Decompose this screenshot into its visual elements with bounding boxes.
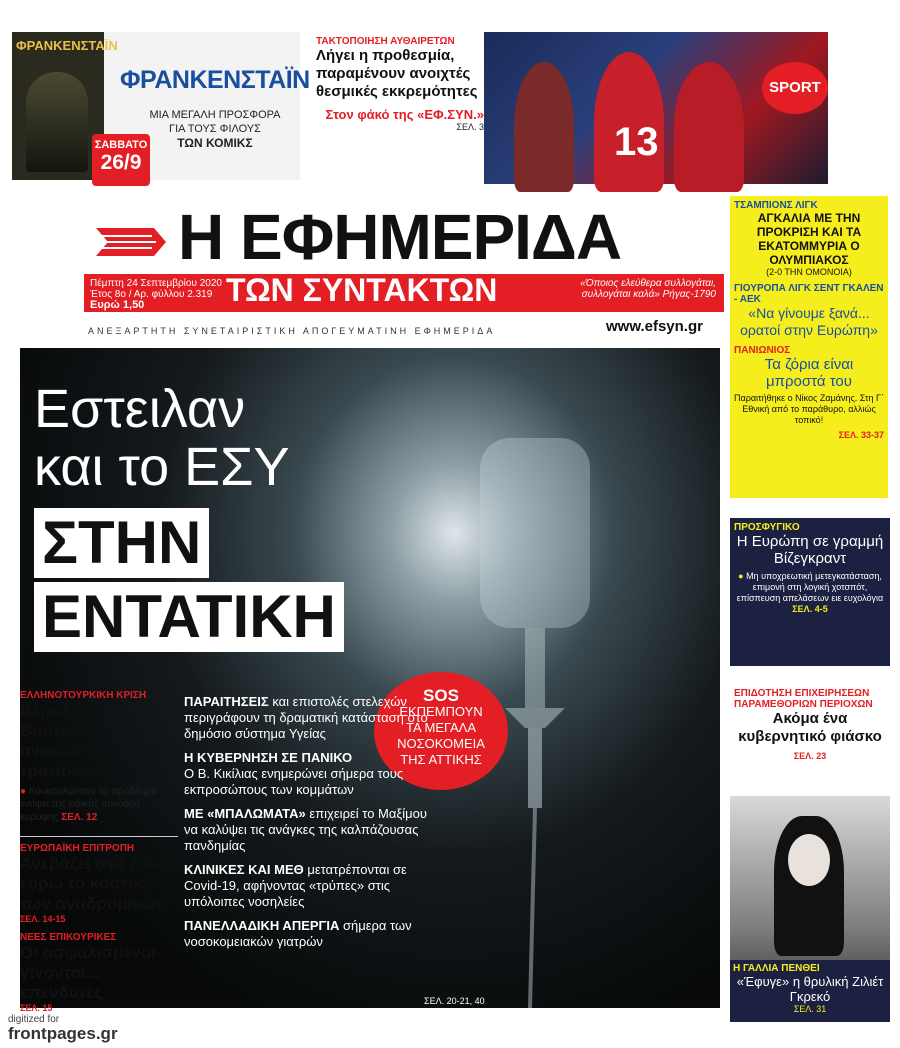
main-headline-bars [34,508,344,656]
story-point-bold: ΠΑΝΕΛΛΑΔΙΚΗ ΑΠΕΡΓΙΑ [184,918,340,933]
promo-sub-line: ΓΙΑ ΤΟΥΣ ΦΙΛΟΥΣ [169,123,261,135]
right-headline: Η Ευρώπη σε γραμμή Βίζεγκραντ [736,533,884,567]
headline-bar: ΕΝΤΑΤΙΚΗ [34,582,344,652]
story-point-text: μετατρέπονται σε Covid-19, αφήνοντας «τρύπες» στις υπόλοιπες νοσηλείες [184,862,407,909]
headline-line: Εστειλαν [34,379,246,439]
promo-date: 26/9 [100,151,142,174]
portrait-face [788,834,830,886]
right-headline: Ακόμα ένα κυβερνητικό φιάσκο [738,710,882,745]
main-headline[interactable] [34,380,290,496]
right-story-greco[interactable] [730,960,890,1022]
teaser-page: ΣΕΛ. 3 [456,122,484,132]
digitized-label: digitized for [8,1014,60,1025]
comics-promo[interactable] [12,32,310,180]
sport-score: (2-0 ΤΗΝ ΟΜΟΝΟΙΑ) [766,267,852,277]
main-story-points [184,694,444,958]
right-story-refugee[interactable] [730,518,890,666]
section-label: Η ΓΑΛΛΙΑ ΠΕΝΘΕΙ [733,963,820,974]
main-pages: ΣΕΛ. 20-21, 40 [424,996,485,1006]
pen-logo-icon [96,224,166,260]
right-headline-wrap [734,710,886,765]
newspaper-title[interactable]: Η ΕΦΗΜΕΡΙΔΑ [178,201,622,273]
sport-headline: Τα ζόρια είναι μπροστά του [764,356,854,390]
issue-number: Έτος 8ο / Αρ. φύλλου 2.319 [90,289,213,300]
watermark-site[interactable]: frontpages.gr [8,1024,118,1043]
masthead-tagline: ΑΝΕΞΑΡΤΗΤΗ ΣΥΝΕΤΑΙΡΙΣΤΙΚΗ ΑΠΟΓΕΥΜΑΤΙΝΗ ΕΦΗΜΕΡΙΔΑ [88,326,496,336]
jersey-number: 13 [614,120,659,164]
story-point [184,694,444,742]
sport-text: Παραιτήθηκε ο Νίκος Ζαμάνης. Στη Γ΄ Εθνική από το παράθυρο, αλλιώς τοπικό! [734,393,884,425]
section-label: ΠΑΝΙΩΝΙΟΣ [734,345,791,356]
player-silhouette [514,62,574,192]
right-page: ΣΕΛ. 4-5 [792,604,828,614]
masthead-quote: «Όποιος ελεύθερα συλλογάται, συλλογάται καλά» Ρήγας-1790 [580,278,716,300]
story-point [184,806,444,854]
sport-column [730,196,888,498]
teaser-reference: Στον φάκό της «ΕΦ.ΣΥΝ.» [325,107,484,122]
right-page: ΣΕΛ. 23 [793,751,827,761]
teaser-label: ΤΑΚΤΟΠΟΙΗΣΗ ΑΥΘΑΙΡΕΤΩΝ [316,36,455,47]
sos-line: ΤΗΣ ΑΤΤΙΚΗΣ [400,752,482,767]
sos-line: ΝΟΣΟΚΟΜΕΙΑ [397,736,485,751]
sport-story-3[interactable] [730,339,888,440]
sos-line: ΕΚΠΕΜΠΟΥΝ [399,704,483,719]
section-label: ΤΣΑΜΠΙΟΝΣ ΛΙΓΚ [734,200,818,211]
sport-badge: SPORT [762,62,828,114]
left-story-3[interactable] [20,932,178,1013]
story-point [184,862,444,910]
sos-title: SOS [423,686,459,705]
left-page: ΣΕΛ. 14-15 [20,914,66,924]
sport-story-1[interactable] [730,196,888,277]
left-text: ● Κουκουλώνουν το πρόβλημα ενόψει της ειδικής συνόδου κορυφής ΣΕΛ. 12 [20,786,157,823]
story-point [184,750,444,798]
story-point-bold: ΠΑΡΑΙΤΗΣΕΙΣ [184,694,269,709]
sport-headline: «Να γίνουμε ξανά... ορατοί στην Ευρώπη» [740,305,878,338]
top-teaser[interactable] [316,36,484,132]
left-story-2[interactable] [20,836,178,924]
left-column [20,690,178,1013]
story-point-text: επιχειρεί το Μαξίμου να καλύψει τις ανάγκες της καλπάζουσας πανδημίας [184,806,427,853]
section-label: ΓΙΟΥΡΟΠΑ ΛΙΓΚ ΣΕΝΤ ΓΚΑΛΕΝ - ΑΕΚ [734,283,884,305]
player-silhouette [674,62,744,192]
figure-silhouette [26,72,88,172]
section-label: ΕΛΛΗΝΟΤΟΥΡΚΙΚΗ ΚΡΙΣΗ [20,690,147,701]
left-headline: Ανεβάζει στα 2 δισ. ευρώ το κόστος των αναδρομικών [20,854,175,913]
headline-bar: ΣΤΗΝ [34,508,209,578]
teaser-text: Λήγει η προθεσμία, παραμένουν ανοιχτές θεσμικές εκκρεμότητες [316,47,478,100]
sos-line: ΤΑ ΜΕΓΑΛΑ [405,720,477,735]
promo-day: ΣΑΒΒΑΤΟ [94,139,148,151]
left-page: ΣΕΛ. 12 [61,812,98,823]
right-page: ΣΕΛ. 31 [793,1004,827,1014]
comic-cover-image [12,32,118,180]
section-label: ΝΕΕΣ ΕΠΙΚΟΥΡΙΚΕΣ [20,932,117,943]
section-label: ΕΠΙΔΟΤΗΣΗ ΕΠΙΧΕΙΡΗΣΕΩΝ ΠΑΡΑΜΕΘΟΡΙΩΝ ΠΕΡΙΟΧΩΝ [734,688,873,710]
issue-info [90,278,222,311]
story-point-text: και επιστολές στελεχών περιγράφουν τη δραματική κατάσταση στο δημόσιο σύστημα Υγείας [184,694,428,741]
right-text: ● Μη υποχρεωτική μετεγκατάσταση, επιμονή στη λογική χοτσπότ, επίσπευση απελάσεων ειε ευχολόγια ΣΕΛ. 4-5 [736,571,884,614]
website-link[interactable]: www.efsyn.gr [606,318,703,335]
promo-title: ΦΡΑΝΚΕΝΣΤΑΪΝ [120,66,310,94]
story-point [184,918,444,950]
left-headline: Οι ασφαλισμένοι γίνονται... επενδυτές [20,943,156,1002]
right-text-body: Μη υποχρεωτική μετεγκατάσταση, επιμονή στη λογική χοτσπότ, επίσπευση απελάσεων ειε ευχολόγια [736,571,884,603]
promo-sub-line: ΤΩΝ ΚΟΜΙΚΣ [177,136,253,150]
promo-subtitle [140,108,290,150]
left-story-1[interactable] [20,690,178,824]
sport-pages: ΣΕΛ. 33-37 [838,430,884,440]
story-point-bold: ΚΛΙΝΙΚΕΣ ΚΑΙ ΜΕΘ [184,862,304,877]
promo-sub-line: ΜΙΑ ΜΕΓΑΛΗ ΠΡΟΣΦΟΡΑ [149,109,281,121]
section-label: ΠΡΟΣΦΥΓΙΚΟ [734,522,800,533]
story-point-text: Ο Β. Κικίλιας ενημερώνει σήμερα τους εκπροσώπους των κομμάτων [184,766,404,797]
newspaper-subtitle: ΤΩΝ ΣΥΝΤΑΚΤΩΝ [226,272,498,308]
promo-date-badge [92,134,150,186]
cover-title: ΦΡΑΝΚΕΝΣΤΑΪΝ [16,38,118,53]
left-text-body: Κουκουλώνουν το πρόβλημα ενόψει της ειδικής συνόδου κορυφής [20,786,157,823]
story-point-text: σήμερα των νοσοκομειακών γιατρών [184,918,412,949]
right-story-subsidy[interactable] [730,684,890,769]
sport-headline: ΑΓΚΑΛΙΑ ΜΕ ΤΗΝ ΠΡΟΚΡΙΣΗ ΚΑΙ ΤΑ ΕΚΑΤΟΜΜΥΡΙΑ Ο ΟΛΥΜΠΙΑΚΟΣ [756,211,862,267]
left-page: ΣΕΛ. 15 [20,1003,53,1013]
right-headline: «Έφυγε» η θρυλική Ζιλιέτ Γκρεκό [736,974,884,1004]
headline-line: και το ΕΣΥ [34,437,290,497]
sport-story-2[interactable] [730,277,888,339]
section-label: ΕΥΡΩΠΑΪΚΗ ΕΠΙΤΡΟΠΗ [20,843,135,854]
left-headline: Βερολίνο και Βρυξέλλες ανακατεύουν την τράπουλα [20,701,158,780]
issue-price: Ευρώ 1,50 [90,299,145,311]
story-point-bold: ΜΕ «ΜΠΑΛΩΜΑΤΑ» [184,806,306,821]
story-point-bold: Η ΚΥΒΕΡΝΗΣΗ ΣΕ ΠΑΝΙΚΟ [184,750,353,765]
issue-date: Πέμπτη 24 Σεπτεμβρίου 2020 [90,278,222,289]
